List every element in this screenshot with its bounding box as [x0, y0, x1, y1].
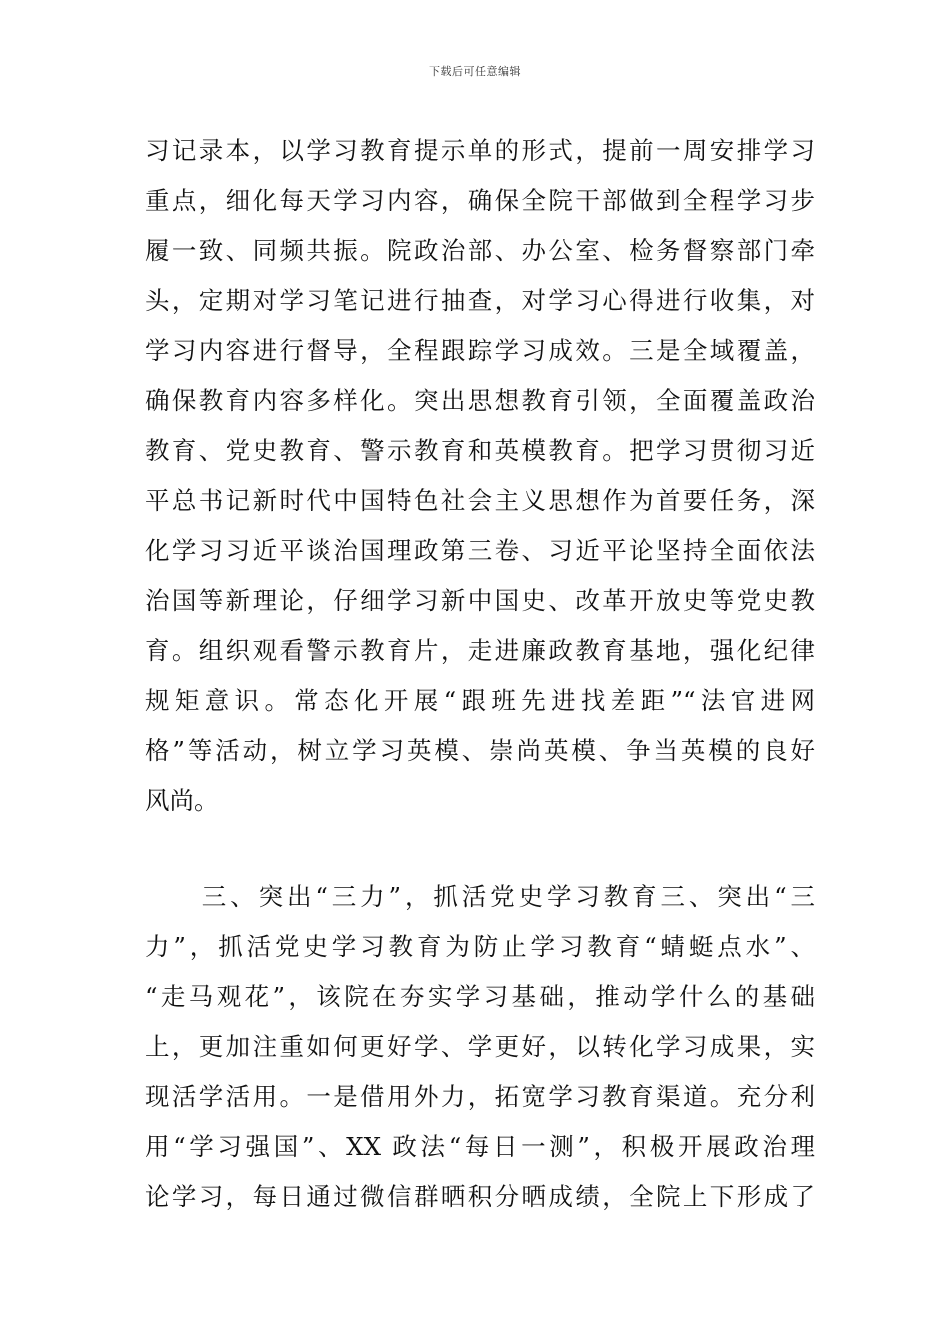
- text-line: 育。组织观看警示教育片，走进廉政教育基地，强化纪律: [145, 636, 815, 665]
- text-line: 重点，细化每天学习内容，确保全院干部做到全程学习步: [145, 186, 815, 215]
- page-header: 下载后可任意编辑: [429, 65, 521, 78]
- text-line: 头，定期对学习笔记进行抽查，对学习心得进行收集，对: [145, 286, 815, 315]
- text-line: 学习内容进行督导，全程跟踪学习成效。三是全域覆盖，: [145, 336, 815, 365]
- text-line: 用“学习强国”、XX 政法“每日一测”，积极开展政治理: [145, 1132, 815, 1161]
- text-line: 习记录本，以学习教育提示单的形式，提前一周安排学习: [145, 136, 815, 165]
- text-line: “走马观花”，该院在夯实学习基础，推动学什么的基础: [145, 982, 815, 1011]
- text-line: 风尚。: [145, 786, 219, 815]
- paragraph-2: [145, 872, 815, 1222]
- text-line: 论学习，每日通过微信群晒积分晒成绩，全院上下形成了: [145, 1182, 815, 1211]
- text-line: 上，更加注重如何更好学、学更好，以转化学习成果，实: [145, 1032, 815, 1061]
- text-line: 力”，抓活党史学习教育为防止学习教育“蜻蜓点水”、: [145, 932, 815, 961]
- text-line: 格”等活动，树立学习英模、崇尚英模、争当英模的良好: [145, 736, 815, 765]
- text-line: 治国等新理论，仔细学习新中国史、改革开放史等党史教: [145, 586, 815, 615]
- text-line: 确保教育内容多样化。突出思想教育引领，全面覆盖政治: [145, 386, 815, 415]
- text-line: 履一致、同频共振。院政治部、办公室、检务督察部门牵: [145, 236, 815, 265]
- text-line: 三、突出“三力”，抓活党史学习教育三、突出“三: [145, 882, 815, 911]
- paragraph-1: [145, 126, 815, 826]
- text-line: 现活学活用。一是借用外力，拓宽学习教育渠道。充分利: [145, 1082, 815, 1111]
- text-line: 规矩意识。常态化开展“跟班先进找差距”“法官进网: [145, 686, 815, 715]
- text-line: 教育、党史教育、警示教育和英模教育。把学习贯彻习近: [145, 436, 815, 465]
- text-line: 化学习习近平谈治国理政第三卷、习近平论坚持全面依法: [145, 536, 815, 565]
- text-line: 平总书记新时代中国特色社会主义思想作为首要任务，深: [145, 486, 815, 515]
